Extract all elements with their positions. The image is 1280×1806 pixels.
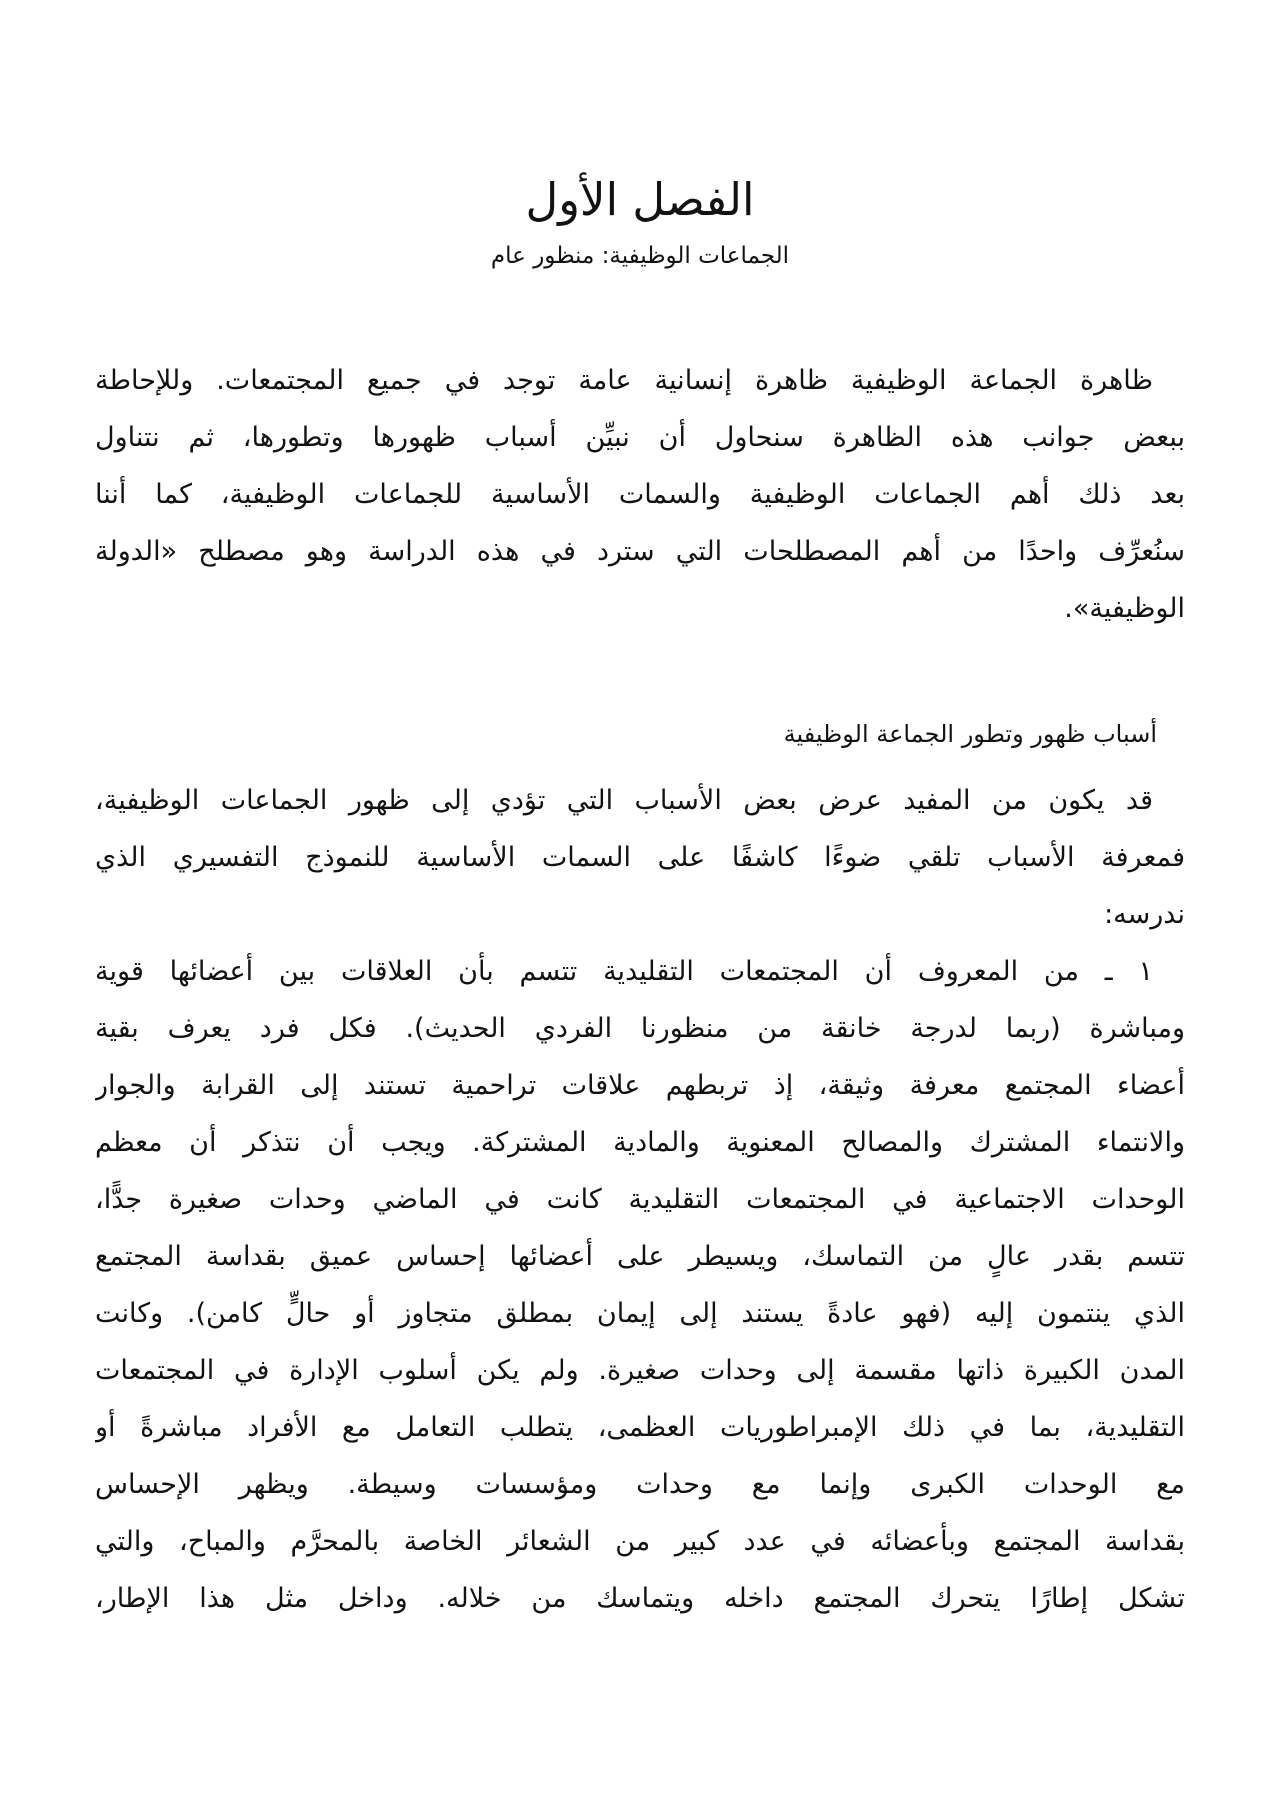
text-line: فمعرفة الأسباب تلقي ضوءًا كاشفًا على السمات الأساسية للنموذج التفسيري الذي bbox=[95, 842, 1185, 873]
text-line: بقداسة المجتمع وبأعضائه في عدد كبير من الشعائر الخاصة بالمحرَّم والمباح، والتي bbox=[95, 1526, 1185, 1557]
text-line: أعضاء المجتمع معرفة وثيقة، إذ تربطهم علاقات تراحمية تستند إلى القرابة والجوار bbox=[95, 1070, 1185, 1101]
chapter-title: الفصل الأول bbox=[525, 173, 755, 226]
text-line: سنُعرِّف واحدًا من أهم المصطلحات التي سترد في هذه الدراسة وهو مصطلح «الدولة bbox=[95, 536, 1185, 567]
text-line: التقليدية، بما في ذلك الإمبراطوريات العظمى، يتطلب التعامل مع الأفراد مباشرةً أو bbox=[95, 1412, 1185, 1443]
text-line: تتسم بقدر عالٍ من التماسك، ويسيطر على أعضائها إحساس عميق بقداسة المجتمع bbox=[95, 1241, 1185, 1272]
paragraph-2 bbox=[95, 772, 1185, 943]
text-line: الوظيفية». bbox=[1064, 593, 1185, 624]
paragraph-1 bbox=[95, 352, 1185, 637]
text-line: المدن الكبيرة ذاتها مقسمة إلى وحدات صغيرة. ولم يكن أسلوب الإدارة في المجتمعات bbox=[95, 1355, 1185, 1386]
text-line: والانتماء المشترك والمصالح المعنوية والمادية المشتركة. ويجب أن نتذكر أن معظم bbox=[95, 1127, 1185, 1158]
text-line: تشكل إطارًا يتحرك المجتمع داخله ويتماسك من خلاله. وداخل مثل هذا الإطار، bbox=[95, 1583, 1185, 1614]
chapter-title-block bbox=[0, 168, 1280, 274]
text-line: الذي ينتمون إليه (فهو عادةً يستند إلى إيمان بمطلق متجاوز أو حالٍّ كامن). وكانت bbox=[95, 1298, 1185, 1329]
text-line: بعد ذلك أهم الجماعات الوظيفية والسمات الأساسية للجماعات الوظيفية، كما أننا bbox=[95, 479, 1185, 510]
paragraph-3 bbox=[95, 943, 1185, 1627]
text-line: ببعض جوانب هذه الظاهرة سنحاول أن نبيِّن أسباب ظهورها وتطورها، ثم نتناول bbox=[95, 422, 1185, 453]
text-line: الوحدات الاجتماعية في المجتمعات التقليدية كانت في الماضي وحدات صغيرة جدًّا، bbox=[95, 1184, 1185, 1215]
text-line: ظاهرة الجماعة الوظيفية ظاهرة إنسانية عامة توجد في جميع المجتمعات. وللإحاطة bbox=[95, 365, 1153, 396]
text-line: ومباشرة (ربما لدرجة خانقة من منظورنا الفردي الحديث). فكل فرد يعرف بقية bbox=[95, 1013, 1185, 1044]
text-line: قد يكون من المفيد عرض بعض الأسباب التي تؤدي إلى ظهور الجماعات الوظيفية، bbox=[95, 785, 1153, 816]
chapter-subtitle: الجماعات الوظيفية: منظور عام bbox=[490, 243, 790, 269]
text-line: مع الوحدات الكبرى وإنما مع وحدات ومؤسسات وسيطة. ويظهر الإحساس bbox=[95, 1469, 1185, 1500]
text-line: ١ ـ من المعروف أن المجتمعات التقليدية تتسم بأن العلاقات بين أعضائها قوية bbox=[95, 956, 1153, 987]
section-heading: أسباب ظهور وتطور الجماعة الوظيفية bbox=[783, 720, 1157, 748]
text-line: ندرسه: bbox=[1104, 899, 1185, 930]
